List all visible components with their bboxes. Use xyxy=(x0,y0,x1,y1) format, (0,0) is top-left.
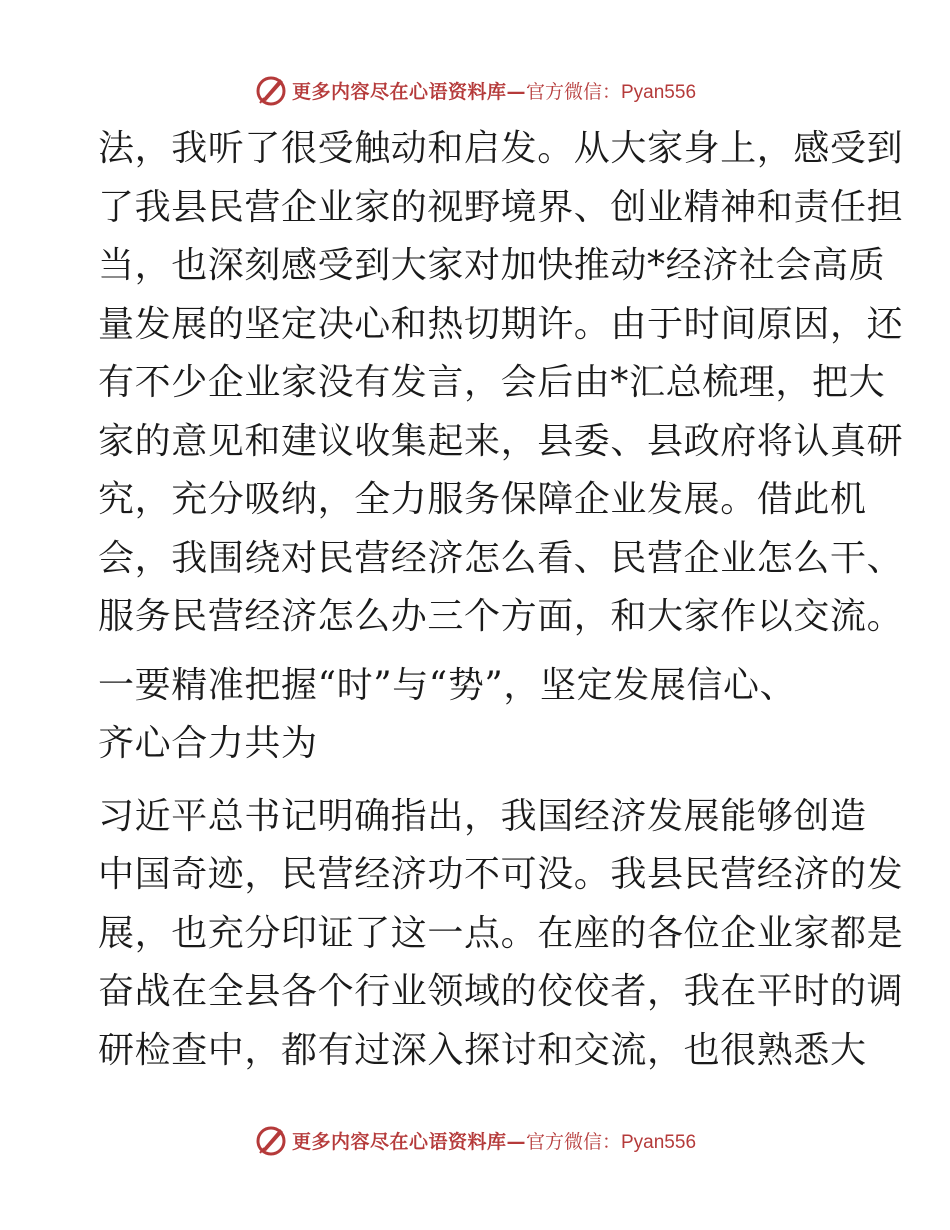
text-line: 服务民营经济怎么办三个方面，和大家作以交流。 xyxy=(98,596,904,637)
section-heading xyxy=(98,657,858,774)
banner-wechat: 官方微信：Pyan556 xyxy=(526,1131,697,1153)
text-line: 有不少企业家没有发言，会后由*汇总梳理，把大 xyxy=(98,362,886,403)
banner-wechat: 官方微信：Pyan556 xyxy=(526,81,697,103)
text-line: 家的意见和建议收集起来，县委、县政府将认真研 xyxy=(98,420,904,462)
paragraph-intro xyxy=(98,120,904,647)
text-line: 奋战在全县各个行业领域的佼佼者，我在平时的调 xyxy=(98,971,904,1012)
quill-logo-icon xyxy=(254,1123,288,1157)
text-line: 会，我围绕对民营经济怎么看、民营企业怎么干、 xyxy=(98,537,904,579)
header-banner xyxy=(0,70,950,110)
heading-line: 一要精准把握“时”与“势”，坚定发展信心、 xyxy=(98,664,797,706)
footer-banner xyxy=(0,1120,950,1160)
text-line: 了我县民营企业家的视野境界、创业精神和责任担 xyxy=(98,186,904,228)
heading-line: 齐心合力共为 xyxy=(98,723,318,764)
text-line: 展，也充分印证了这一点。在座的各位企业家都是 xyxy=(98,912,904,954)
text-line: 当，也深刻感受到大家对加快推动*经济社会高质 xyxy=(98,245,886,286)
text-line: 法，我听了很受触动和启发。从大家身上，感受到 xyxy=(98,128,904,169)
paragraph-body xyxy=(98,788,904,1081)
text-line: 中国奇迹，民营经济功不可没。我县民营经济的发 xyxy=(98,854,904,895)
banner-text: 更多内容尽在心语资料库— xyxy=(291,80,526,103)
document-body xyxy=(98,120,904,1080)
text-line: 量发展的坚定决心和热切期许。由于时间原因，还 xyxy=(98,303,904,345)
banner-text: 更多内容尽在心语资料库— xyxy=(291,1130,526,1153)
text-line: 习近平总书记明确指出，我国经济发展能够创造 xyxy=(98,795,867,837)
text-line: 究，充分吸纳，全力服务保障企业发展。借此机 xyxy=(98,479,867,520)
quill-logo-icon xyxy=(254,73,288,107)
text-line: 研检查中，都有过深入探讨和交流，也很熟悉大 xyxy=(98,1029,867,1071)
